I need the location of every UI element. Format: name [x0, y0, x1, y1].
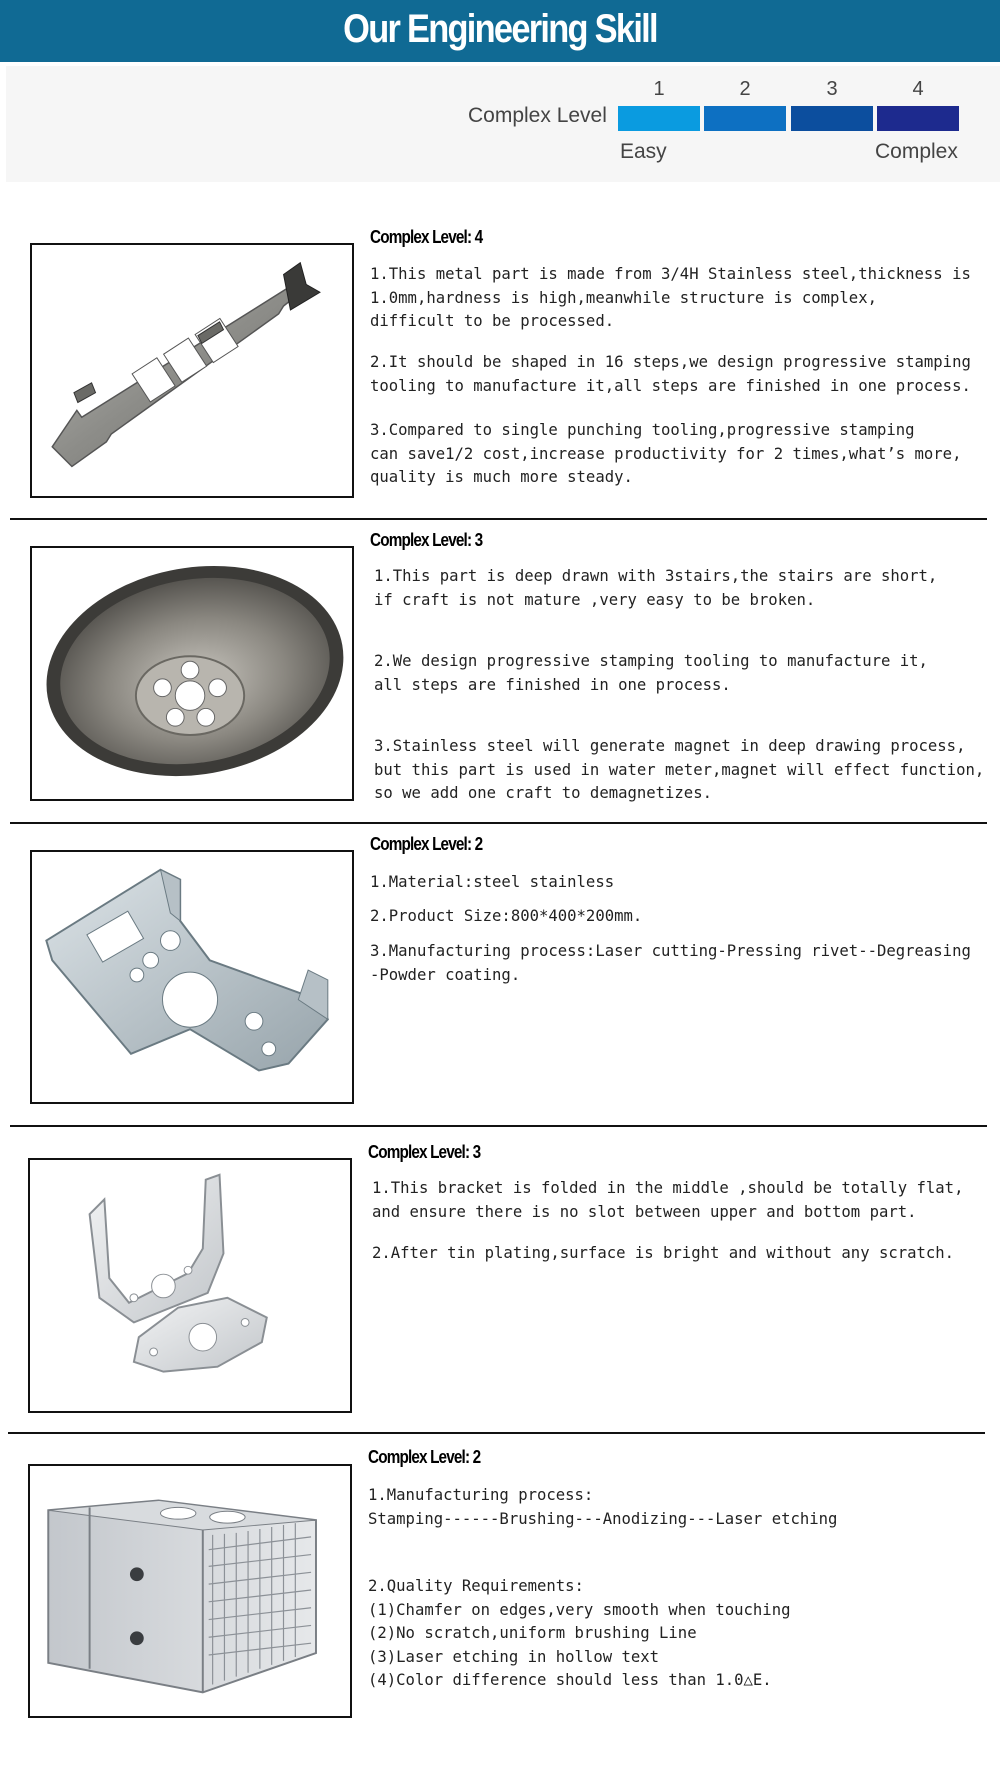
deep-drawn-strainer-icon: [32, 548, 352, 799]
section-5-title: Complex Level: 2: [368, 1447, 481, 1467]
section-5-paragraph-1: 1.Manufacturing process: Stamping------Brushing---Anodizing---Laser etching: [368, 1486, 838, 1528]
section-5-paragraph-2: 2.Quality Requirements: (1)Chamfer on edges,very smooth when touching (2)No scratch,uniform brushing Line (3)Laser etching in hollow text (4)Color difference should less than 1.0△E.: [368, 1577, 791, 1689]
legend-label: Complex Level: [468, 104, 607, 127]
level-number-3: 3: [826, 78, 838, 100]
section-2-paragraph-1: 1.This part is deep drawn with 3stairs,the stairs are short, if craft is not mature ,very easy to be broken.: [374, 567, 938, 609]
section-divider-4: [8, 1432, 985, 1434]
section-divider-1: [10, 518, 987, 520]
level-bar-1: [618, 106, 700, 131]
section-1-paragraph-3: 3.Compared to single punching tooling,progressive stamping can save1/2 cost,increase productivity for 2 times,what’s more, quality is much more steady.: [370, 421, 962, 486]
section-divider-3: [10, 1125, 987, 1127]
section-4-title: Complex Level: 3: [368, 1142, 481, 1162]
level-bar-3: [791, 106, 873, 131]
section-2-title: Complex Level: 3: [370, 530, 483, 550]
section-2-paragraph-2: 2.We design progressive stamping tooling to manufacture it, all steps are finished in one process.: [374, 652, 928, 694]
level-number-4: 4: [912, 78, 924, 100]
product-image-3: [30, 850, 354, 1104]
page-title: Our Engineering Skill: [343, 7, 657, 51]
level-bar-4: [877, 106, 959, 131]
stainless-bracket-icon: [32, 245, 352, 496]
section-4-paragraph-1: 1.This bracket is folded in the middle ,should be totally flat, and ensure there is no slot between upper and bottom part.: [372, 1179, 964, 1221]
section-3-paragraph-3: 3.Manufacturing process:Laser cutting-Pressing rivet--Degreasing -Powder coating.: [370, 942, 971, 984]
section-3-paragraph-1: 1.Material:steel stainless: [370, 873, 615, 891]
section-4-paragraph-2: 2.After tin plating,surface is bright and without any scratch.: [372, 1244, 955, 1262]
section-1-title: Complex Level: 4: [370, 227, 483, 247]
section-1-paragraph-1: 1.This metal part is made from 3/4H Stainless steel,thickness is 1.0mm,hardness is high,meanwhile structure is complex, difficult to be processed.: [370, 265, 971, 330]
laser-cut-bracket-icon: [32, 852, 352, 1102]
section-3-title: Complex Level: 2: [370, 834, 483, 854]
product-image-2: [30, 546, 354, 801]
section-divider-2: [10, 822, 987, 824]
section-1-paragraph-2: 2.It should be shaped in 16 steps,we design progressive stamping tooling to manufacture it,all steps are finished in one process.: [370, 353, 971, 395]
product-image-4: [28, 1158, 352, 1413]
mesh-enclosure-icon: [30, 1466, 350, 1716]
level-number-1: 1: [653, 78, 665, 100]
folded-bracket-icon: [30, 1160, 350, 1411]
legend-easy-label: Easy: [620, 140, 667, 163]
legend-complex-label: Complex: [875, 140, 958, 163]
level-number-2: 2: [739, 78, 751, 100]
level-bar-2: [704, 106, 786, 131]
product-image-5: [28, 1464, 352, 1718]
section-2-paragraph-3: 3.Stainless steel will generate magnet in deep drawing process, but this part is used in water meter,magnet will effect function, so we add one craft to demagnetizes.: [374, 737, 985, 802]
product-image-1: [30, 243, 354, 498]
section-3-paragraph-2: 2.Product Size:800*400*200mm.: [370, 907, 643, 925]
